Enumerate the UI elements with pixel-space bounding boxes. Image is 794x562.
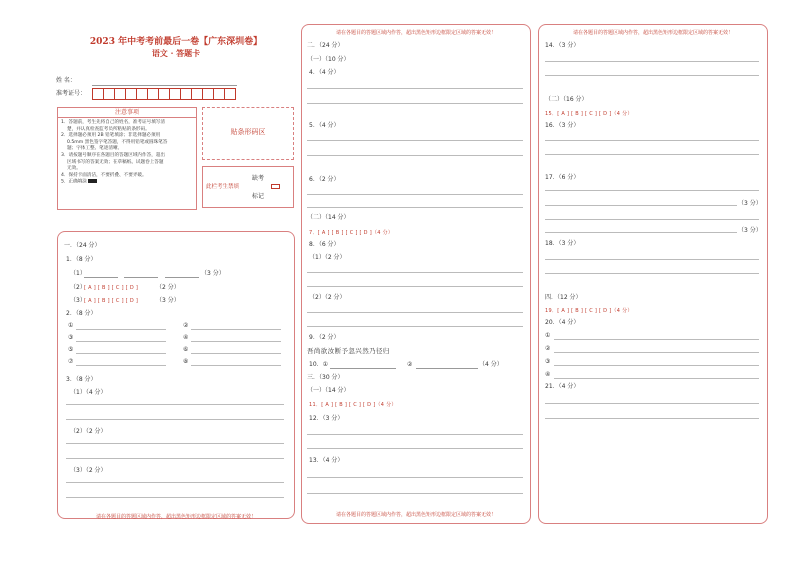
- q2-item: ③: [68, 334, 74, 341]
- answer-line[interactable]: [307, 140, 523, 141]
- note-line: 4．保持卡面清洁，不要折叠、不要弄破。: [61, 172, 147, 178]
- answer-line[interactable]: [124, 277, 158, 278]
- warning-bottom-1: 请在各题目的答题区域内作答，超出黑色矩形边框限定区域的答案无效！: [95, 514, 256, 520]
- note-line: 楚，并认真检查监考员所粘贴的条形码。: [67, 126, 150, 132]
- answer-line[interactable]: [545, 219, 759, 220]
- warning-top-2: 请在各题目的答题区域内作答，超出黑色矩形边框限定区域的答案无效！: [335, 30, 496, 36]
- absent-note: 此栏考生禁填: [206, 184, 240, 190]
- answer-panel-1: [57, 231, 295, 519]
- answer-line[interactable]: [330, 368, 396, 369]
- answer-line[interactable]: [307, 272, 523, 273]
- answer-line[interactable]: [545, 403, 759, 404]
- section-1-title: 一．（24 分）: [64, 242, 101, 249]
- q19-options[interactable]: 19．[ A ] [ B ] [ C ] [ D ]（4 分）: [545, 308, 633, 314]
- answer-line[interactable]: [191, 365, 281, 366]
- answer-line[interactable]: [76, 353, 166, 354]
- q1-label: 1．（8 分）: [66, 256, 97, 263]
- q1-3-options[interactable]: [ A ] [ B ] [ C ] [ D ]: [84, 298, 139, 304]
- q2-item: ④: [183, 334, 189, 341]
- answer-line[interactable]: [545, 205, 737, 206]
- answer-line[interactable]: [554, 378, 759, 379]
- q3-2-label: （2）（2 分）: [70, 428, 107, 435]
- q13-label: 13．（4 分）: [309, 457, 344, 464]
- answer-line[interactable]: [307, 434, 523, 435]
- answer-line[interactable]: [545, 418, 759, 419]
- q2-item: ⑦: [68, 358, 74, 365]
- absent-mark-label: 标记: [252, 193, 265, 200]
- answer-line[interactable]: [545, 154, 759, 155]
- q2-item: ⑧: [183, 358, 189, 365]
- q1-3-label: （3）: [70, 297, 86, 304]
- q18-label: 18．（3 分）: [545, 240, 580, 247]
- answer-line[interactable]: [84, 277, 118, 278]
- answer-line[interactable]: [307, 326, 523, 327]
- answer-line[interactable]: [307, 312, 523, 313]
- answer-line[interactable]: [307, 448, 523, 449]
- q6-label: 6．（2 分）: [309, 176, 340, 183]
- answer-line[interactable]: [307, 477, 523, 478]
- answer-line[interactable]: [307, 103, 523, 104]
- absent-label: 缺考: [252, 175, 265, 182]
- q1-2-options[interactable]: [ A ] [ B ] [ C ] [ D ]: [84, 285, 139, 291]
- name-field[interactable]: [92, 85, 237, 86]
- q2-item: ⑤: [68, 346, 74, 353]
- sub-title: （二）（16 分）: [545, 96, 588, 103]
- section-2-title: 二．（24 分）: [307, 42, 344, 49]
- section-4-title: 四．（12 分）: [545, 294, 582, 301]
- note-line: 无效。: [67, 166, 81, 172]
- q20-item: ③: [545, 358, 551, 365]
- answer-line[interactable]: [66, 404, 284, 405]
- answer-line[interactable]: [76, 329, 166, 330]
- answer-line[interactable]: [307, 207, 523, 208]
- q21-label: 21．（4 分）: [545, 383, 580, 390]
- absent-box: [202, 166, 294, 208]
- answer-line[interactable]: [545, 273, 759, 274]
- q2-item: ①: [68, 322, 74, 329]
- exam-id-boxes[interactable]: [92, 88, 235, 100]
- q8-1-label: （1）（2 分）: [309, 254, 346, 261]
- answer-line[interactable]: [66, 443, 284, 444]
- q12-label: 12．（3 分）: [309, 415, 344, 422]
- q17-label: 17．（6 分）: [545, 174, 580, 181]
- answer-line[interactable]: [545, 259, 759, 260]
- answer-line[interactable]: [545, 140, 759, 141]
- answer-line[interactable]: [76, 341, 166, 342]
- sub-2-title: （二）（14 分）: [307, 214, 350, 221]
- q2-item: ⑥: [183, 346, 189, 353]
- answer-line[interactable]: [66, 497, 284, 498]
- filled-mark-sample: [88, 179, 97, 183]
- notes-box: [57, 107, 197, 210]
- q3-1-label: （1）（4 分）: [70, 389, 107, 396]
- q20-item: ④: [545, 371, 551, 378]
- page-subtitle: 语文 · 答题卡: [151, 48, 201, 58]
- note-line: 0.5mm 黑色签字笔答题，不得用铅笔或圆珠笔答: [67, 139, 168, 145]
- answer-line[interactable]: [307, 194, 523, 195]
- answer-line[interactable]: [66, 458, 284, 459]
- q17-score: （3 分）: [738, 200, 762, 207]
- answer-line[interactable]: [307, 286, 523, 287]
- q1-1-score: （3 分）: [201, 270, 225, 277]
- answer-line[interactable]: [554, 365, 759, 366]
- answer-line[interactable]: [191, 353, 281, 354]
- note-line: 区域书写的答案无效；在草稿纸、试题卷上答题: [67, 159, 164, 165]
- q10-score: （4 分）: [479, 361, 503, 368]
- answer-line[interactable]: [545, 61, 759, 62]
- q16-label: 16．（3 分）: [545, 122, 580, 129]
- exam-id-label: 准考证号：: [56, 90, 87, 97]
- answer-line[interactable]: [66, 419, 284, 420]
- q8-label: 8．（6 分）: [309, 241, 340, 248]
- page-title: 2023 年中考考前最后一卷【广东深圳卷】: [89, 37, 263, 47]
- q10-item-2: ②: [407, 361, 413, 368]
- answer-line[interactable]: [191, 329, 281, 330]
- q14-label: 14．（3 分）: [545, 42, 580, 49]
- answer-line[interactable]: [66, 482, 284, 483]
- q10-label: 10．①: [309, 361, 329, 368]
- sub-1-title: （一）（10 分）: [307, 56, 350, 63]
- answer-line[interactable]: [416, 368, 478, 369]
- warning-bottom-2: 请在各题目的答题区域内作答，超出黑色矩形边框限定区域的答案无效！: [335, 512, 496, 518]
- sub-3-title: （一）（14 分）: [307, 387, 350, 394]
- answer-line[interactable]: [545, 232, 737, 233]
- answer-line[interactable]: [76, 365, 166, 366]
- note-line: 1．答题前，考生先将自己的姓名，准考证号填写清: [61, 120, 165, 125]
- answer-line[interactable]: [307, 493, 523, 494]
- absent-checkbox[interactable]: [271, 184, 280, 189]
- answer-line[interactable]: [545, 75, 759, 76]
- barcode-label: 贴条形码区: [230, 128, 266, 136]
- answer-line[interactable]: [554, 339, 759, 340]
- section-3-title: 三．（30 分）: [307, 374, 344, 381]
- name-label: 姓 名：: [56, 77, 76, 84]
- q1-2-label: （2）: [70, 284, 86, 291]
- q4-label: 4．（4 分）: [309, 69, 340, 76]
- answer-line[interactable]: [307, 88, 523, 89]
- note-line: 题；字体工整、笔迹清晰。: [67, 146, 123, 152]
- q20-label: 20．（4 分）: [545, 319, 580, 326]
- q11-options[interactable]: 11．[ A ] [ B ] [ C ] [ D ]（4 分）: [309, 402, 397, 408]
- answer-line[interactable]: [545, 190, 759, 191]
- answer-line[interactable]: [191, 341, 281, 342]
- warning-top-3: 请在各题目的答题区域内作答，超出黑色矩形边框限定区域的答案无效！: [572, 30, 733, 36]
- note-line: 5．正确填涂: [61, 179, 87, 185]
- note-line: 2．选择题必须用 2B 铅笔填涂；非选择题必须用: [61, 133, 161, 139]
- q1-1-label: （1）: [70, 270, 86, 277]
- q5-label: 5．（4 分）: [309, 122, 340, 129]
- answer-line[interactable]: [165, 277, 199, 278]
- note-line: 3．请按题号顺序在各题目的答题区域内作答，超出: [61, 152, 165, 158]
- answer-panel-2: [301, 24, 531, 524]
- q8-2-label: （2）（2 分）: [309, 294, 346, 301]
- q7-options[interactable]: 7．[ A ] [ B ] [ C ] [ D ]（4 分）: [309, 230, 394, 236]
- q2-item: ②: [183, 322, 189, 329]
- q1-3-score: （3 分）: [156, 297, 180, 304]
- q20-item: ①: [545, 332, 551, 339]
- q3-label: 3．（8 分）: [66, 376, 97, 383]
- q15-options[interactable]: 15．[ A ] [ B ] [ C ] [ D ]（4 分）: [545, 111, 633, 117]
- q17-score: （3 分）: [738, 227, 762, 234]
- q9-text[interactable]: 吾尚欲汝断予忽兴然乃径归: [307, 347, 390, 355]
- barcode-area: [202, 107, 294, 160]
- q9-label: 9．（2 分）: [309, 334, 340, 341]
- q20-item: ②: [545, 345, 551, 352]
- notes-title: 注意事项: [58, 108, 196, 118]
- q3-3-label: （3）（2 分）: [70, 467, 107, 474]
- answer-line[interactable]: [307, 155, 523, 156]
- q1-2-score: （2 分）: [156, 284, 180, 291]
- answer-line[interactable]: [554, 352, 759, 353]
- q2-label: 2．（8 分）: [66, 310, 97, 317]
